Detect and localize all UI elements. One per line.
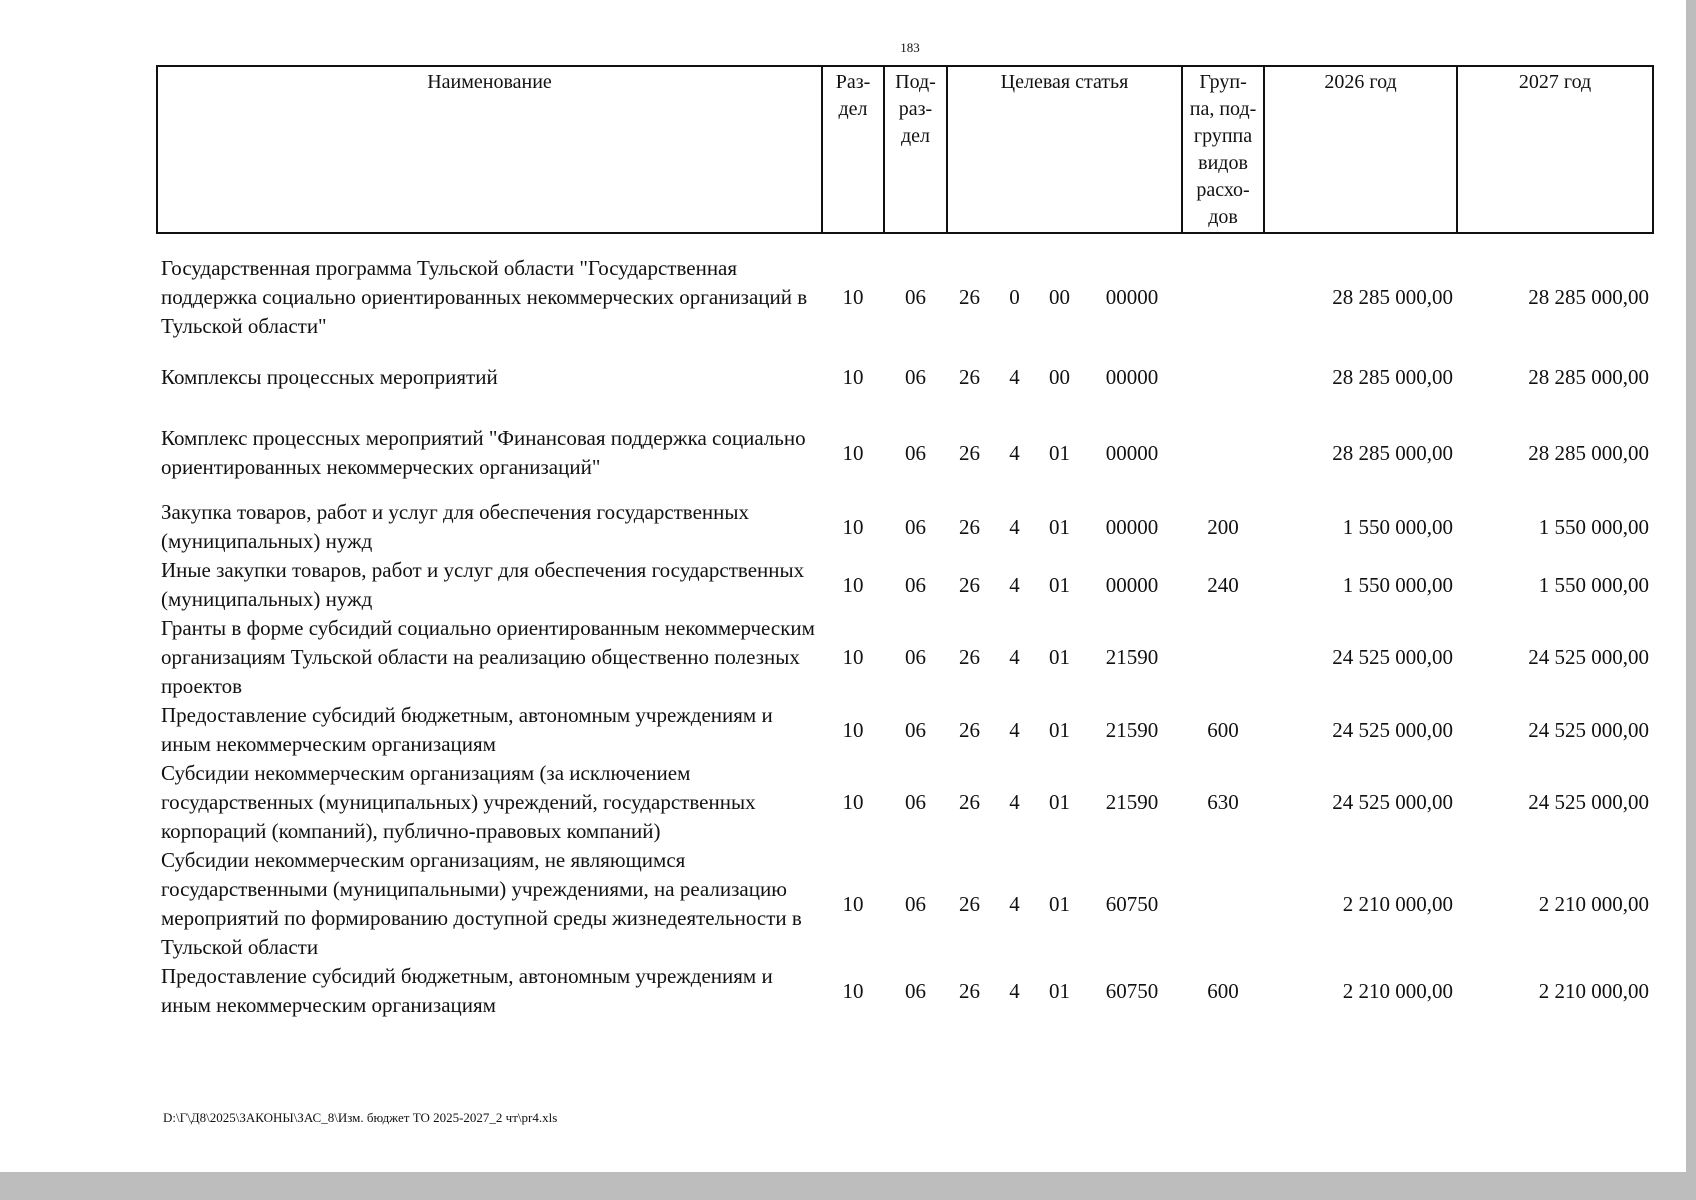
- row-target-item: 01: [1049, 978, 1070, 1003]
- row-amount-2027: 1 550 000,00: [1538, 572, 1650, 597]
- table-row: [157, 556, 1653, 614]
- row-amount-2027: 28 285 000,00: [1528, 365, 1650, 389]
- row-name: Закупка товаров, работ и услуг для обеспечения государственных (муниципальных) нужд: [161, 500, 750, 553]
- row-subsection: 06: [905, 978, 926, 1003]
- row-target-item: 01: [1049, 891, 1070, 916]
- row-target-code: 00000: [1105, 514, 1159, 539]
- row-subsection: 06: [905, 440, 926, 465]
- row-amount-2026: 2 210 000,00: [1342, 891, 1454, 916]
- row-section: 10: [842, 790, 864, 814]
- row-amount-2026: 2 210 000,00: [1342, 978, 1454, 1003]
- header-group: Груп- па, под- группа видов расхо- дов: [1182, 66, 1264, 233]
- header-section: Раз- дел: [822, 66, 884, 233]
- row-target-program: 26: [959, 440, 980, 465]
- table-row: [157, 498, 1653, 556]
- row-target-program: 26: [959, 978, 980, 1003]
- row-section: 10: [842, 365, 864, 389]
- row-expense-group: [1182, 347, 1264, 408]
- row-amount-2026: 1 550 000,00: [1342, 572, 1454, 597]
- row-section: 10: [842, 572, 864, 597]
- row-target-item: 00: [1049, 365, 1070, 389]
- row-amount-2026: 24 525 000,00: [1332, 790, 1454, 814]
- row-target-item: 00: [1049, 285, 1070, 309]
- row-target-item: 01: [1049, 440, 1070, 465]
- row-name: Комплекс процессных мероприятий "Финансовая поддержка социально ориентированных некоммерческих организаций": [161, 426, 806, 479]
- row-subsection: 06: [905, 891, 926, 916]
- row-amount-2027: 28 285 000,00: [1528, 440, 1650, 465]
- row-amount-2027: 1 550 000,00: [1538, 514, 1650, 539]
- row-amount-2027: 24 525 000,00: [1528, 645, 1650, 669]
- row-target-code: 60750: [1105, 978, 1159, 1003]
- table-header-row: [157, 66, 1653, 233]
- table-row: [157, 347, 1653, 408]
- row-expense-group: [1182, 846, 1264, 962]
- row-expense-group: 240: [1207, 572, 1239, 597]
- row-target-item: 01: [1049, 645, 1070, 669]
- row-name: Государственная программа Тульской области "Государственная поддержка социально ориентированных некоммерческих организаций в Тульской области": [161, 256, 808, 338]
- row-name: Субсидии некоммерческим организациям, не являющимся государственными (муниципальными) учреждениями, на реализацию мероприятий по формированию доступной среды жизнедеятельности в Тульской области: [161, 848, 802, 959]
- budget-table: [156, 65, 1654, 1020]
- row-target-program: 26: [959, 514, 980, 539]
- row-target-program: 26: [959, 891, 980, 916]
- row-target-type: 4: [1009, 572, 1020, 597]
- row-name: Комплексы процессных мероприятий: [161, 365, 498, 389]
- row-target-type: 4: [1009, 645, 1020, 669]
- table-row: [157, 701, 1653, 759]
- page-number: 183: [900, 40, 920, 55]
- row-target-type: 4: [1009, 717, 1020, 742]
- footer-file-path: D:\Г\Д8\2025\ЗАКОНЫ\ЗАС_8\Изм. бюджет ТО 2025-2027_2 чт\pr4.xls: [163, 1110, 558, 1125]
- row-expense-group: [1182, 614, 1264, 701]
- row-target-item: 01: [1049, 514, 1070, 539]
- row-amount-2027: 24 525 000,00: [1528, 717, 1650, 742]
- row-target-type: 4: [1009, 365, 1020, 389]
- row-target-code: 21590: [1105, 645, 1159, 669]
- row-subsection: 06: [905, 285, 926, 309]
- row-target-code: 00000: [1105, 365, 1159, 389]
- row-target-item: 01: [1049, 790, 1070, 814]
- row-section: 10: [842, 645, 864, 669]
- row-subsection: 06: [905, 514, 926, 539]
- row-target-type: 4: [1009, 440, 1020, 465]
- row-target-code: 00000: [1105, 285, 1159, 309]
- table-row: [157, 962, 1653, 1020]
- row-expense-group: 600: [1207, 717, 1239, 742]
- row-target-item: 01: [1049, 572, 1070, 597]
- row-expense-group: 630: [1207, 790, 1239, 814]
- table-row: [157, 614, 1653, 701]
- row-amount-2027: 24 525 000,00: [1528, 790, 1650, 814]
- table-row: [157, 759, 1653, 846]
- row-target-code: 60750: [1105, 891, 1159, 916]
- row-target-type: 4: [1009, 514, 1020, 539]
- row-amount-2026: 24 525 000,00: [1332, 717, 1454, 742]
- row-name: Иные закупки товаров, работ и услуг для обеспечения государственных (муниципальных) нужд: [161, 558, 805, 611]
- header-name: Наименование: [157, 66, 822, 233]
- row-target-type: 4: [1009, 790, 1020, 814]
- row-subsection: 06: [905, 790, 926, 814]
- row-subsection: 06: [905, 365, 926, 389]
- row-amount-2027: 2 210 000,00: [1538, 978, 1650, 1003]
- row-section: 10: [842, 978, 864, 1003]
- row-target-program: 26: [959, 572, 980, 597]
- row-amount-2026: 28 285 000,00: [1332, 285, 1454, 309]
- row-target-code: 00000: [1105, 572, 1159, 597]
- header-target-article: Целевая статья: [947, 66, 1182, 233]
- row-section: 10: [842, 514, 864, 539]
- row-name: Субсидии некоммерческим организациям (за исключением государственных (муниципальных) учреждений, государственных корпораций (компаний), публично-правовых компаний): [161, 761, 756, 843]
- row-name: Предоставление субсидий бюджетным, автономным учреждениям и иным некоммерческим организациям: [161, 703, 773, 756]
- row-target-program: 26: [959, 365, 980, 389]
- row-amount-2026: 28 285 000,00: [1332, 440, 1454, 465]
- row-target-code: 21590: [1105, 717, 1159, 742]
- row-target-program: 26: [959, 285, 980, 309]
- row-amount-2026: 28 285 000,00: [1332, 365, 1454, 389]
- row-expense-group: 200: [1207, 514, 1239, 539]
- row-target-item: 01: [1049, 717, 1070, 742]
- row-section: 10: [842, 440, 864, 465]
- row-expense-group: 600: [1207, 978, 1239, 1003]
- row-amount-2027: 28 285 000,00: [1528, 285, 1650, 309]
- row-subsection: 06: [905, 645, 926, 669]
- row-subsection: 06: [905, 572, 926, 597]
- row-name: Гранты в форме субсидий социально ориентированным некоммерческим организациям Тульской области на реализацию общественно полезных проектов: [161, 616, 815, 698]
- row-expense-group: [1182, 408, 1264, 498]
- row-target-code: 00000: [1105, 440, 1159, 465]
- row-target-type: 4: [1009, 891, 1020, 916]
- row-section: 10: [842, 891, 864, 916]
- row-expense-group: [1182, 248, 1264, 347]
- table-row: [157, 408, 1653, 498]
- row-amount-2026: 24 525 000,00: [1332, 645, 1454, 669]
- row-target-program: 26: [959, 790, 980, 814]
- header-year-2027: 2027 год: [1457, 66, 1653, 233]
- row-target-program: 26: [959, 717, 980, 742]
- row-subsection: 06: [905, 717, 926, 742]
- row-target-code: 21590: [1105, 790, 1159, 814]
- table-row: [157, 248, 1653, 347]
- row-section: 10: [842, 285, 864, 309]
- row-amount-2026: 1 550 000,00: [1342, 514, 1454, 539]
- table-body: [157, 233, 1653, 1020]
- row-name: Предоставление субсидий бюджетным, автономным учреждениям и иным некоммерческим организациям: [161, 964, 773, 1017]
- header-subsection: Под- раз- дел: [884, 66, 947, 233]
- header-year-2026: 2026 год: [1264, 66, 1457, 233]
- row-section: 10: [842, 717, 864, 742]
- row-target-type: 0: [1009, 285, 1020, 309]
- header-spacer: [157, 233, 1653, 248]
- table-row: [157, 846, 1653, 962]
- row-amount-2027: 2 210 000,00: [1538, 891, 1650, 916]
- row-target-type: 4: [1009, 978, 1020, 1003]
- row-target-program: 26: [959, 645, 980, 669]
